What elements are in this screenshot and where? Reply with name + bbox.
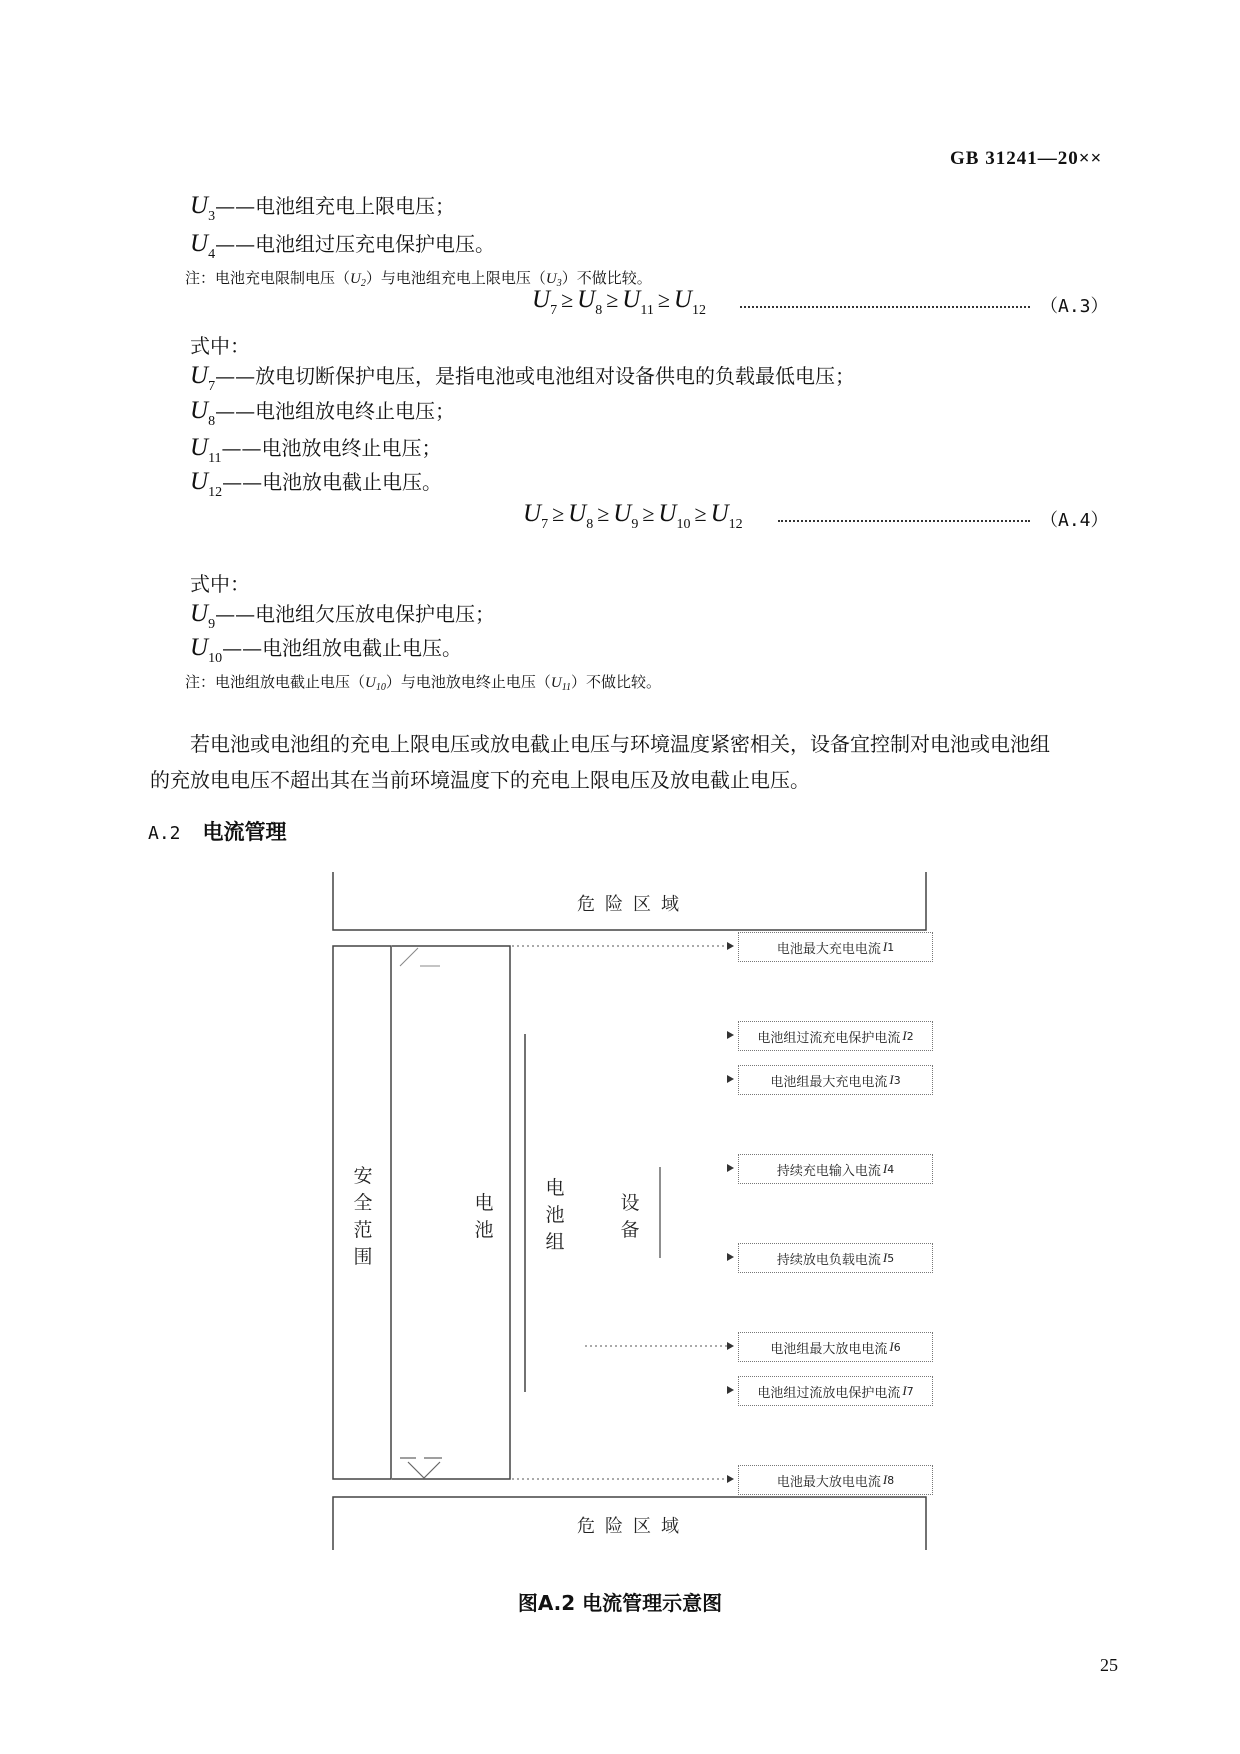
where-label-1: 式中： xyxy=(190,334,250,358)
box-battery-max-discharge-current: 电池最大放电电流 I 8 xyxy=(738,1465,933,1495)
arrow-icon xyxy=(727,1075,734,1083)
definition-u7: $U_7——$放电切断保护电压，是指电池或电池组对设备供电的负载最低电压； xyxy=(190,362,856,394)
formula-a4: $U_7 \ge U_8 \ge U_9 \ge U_{10} \ge U_{12}$ xyxy=(523,500,743,532)
box-continuous-discharge-load-current: 持续放电负载电流 I 5 xyxy=(738,1243,933,1273)
body-paragraph: 若电池或电池组的充电上限电压或放电截止电压与环境温度紧密相关，设备宜控制对电池或电池组 的充放电电压不超出其在当前环境温度下的充电上限电压及放电截止电压。 xyxy=(150,732,1050,792)
where-label-2: 式中： xyxy=(190,572,250,596)
box-pack-max-discharge-current: 电池组最大放电电流 I 6 xyxy=(738,1332,933,1362)
note-2: 注：电池组放电截止电压$(U_{10})$与电池放电终止电压$(U_{11})$不做比较。 xyxy=(185,673,661,693)
formula-a3: $U_7 \ge U_8 \ge U_{11} \ge U_{12}$ xyxy=(532,286,706,318)
safe-range-label: 安 全 范 围 xyxy=(353,1165,373,1268)
definition-u9: $U_9——$电池组欠压放电保护电压； xyxy=(190,600,496,632)
danger-zone-top-label: 危险区域 xyxy=(577,894,689,915)
document-code: GB 31241—20×× xyxy=(950,148,1103,169)
box-pack-max-charge-current: 电池组最大充电电流 I 3 xyxy=(738,1065,933,1095)
box-pack-overcurrent-discharge-protection: 电池组过流放电保护电流 I 7 xyxy=(738,1376,933,1406)
definition-u11: $U_{11}——$电池放电终止电压； xyxy=(190,434,442,466)
danger-zone-bottom-label: 危险区域 xyxy=(577,1516,689,1537)
definition-u12: $U_{12}——$电池放电截止电压。 xyxy=(190,468,443,500)
arrow-icon xyxy=(727,1342,734,1350)
note-1: 注：电池充电限制电压$(U_2)$与电池组充电上限电压$(U_3)$不做比较。 xyxy=(185,269,652,289)
arrow-icon xyxy=(727,1164,734,1172)
box-pack-overcurrent-charge-protection: 电池组过流充电保护电流 I 2 xyxy=(738,1021,933,1051)
device-label: 设 备 xyxy=(620,1192,640,1241)
formula-number-a3: （A.3） xyxy=(1040,296,1109,317)
figure-caption: 图A.2 电流管理示意图 xyxy=(517,1591,723,1615)
box-continuous-charge-input-current: 持续充电输入电流 I 4 xyxy=(738,1154,933,1184)
formula-number-a4: （A.4） xyxy=(1040,510,1109,531)
battery-label: 电 池 xyxy=(474,1192,494,1241)
definition-u4: $U_4——$电池组过压充电保护电压。 xyxy=(190,230,496,262)
arrow-icon xyxy=(727,1253,734,1261)
battery-pack-label: 电 池 组 xyxy=(545,1177,565,1253)
arrow-icon xyxy=(727,1386,734,1394)
page-number: 25 xyxy=(1100,1655,1118,1675)
arrow-icon xyxy=(727,1475,734,1483)
section-heading: A.2 电流管理 xyxy=(148,820,287,844)
definition-u3: $U_3——$电池组充电上限电压； xyxy=(190,192,456,224)
box-battery-max-charge-current: 电池最大充电电流 I 1 xyxy=(738,932,933,962)
arrow-icon xyxy=(727,1031,734,1039)
definition-u8: $U_8——$电池组放电终止电压； xyxy=(190,397,456,429)
definition-u10: $U_{10}——$电池组放电截止电压。 xyxy=(190,634,463,666)
arrow-icon xyxy=(727,942,734,950)
